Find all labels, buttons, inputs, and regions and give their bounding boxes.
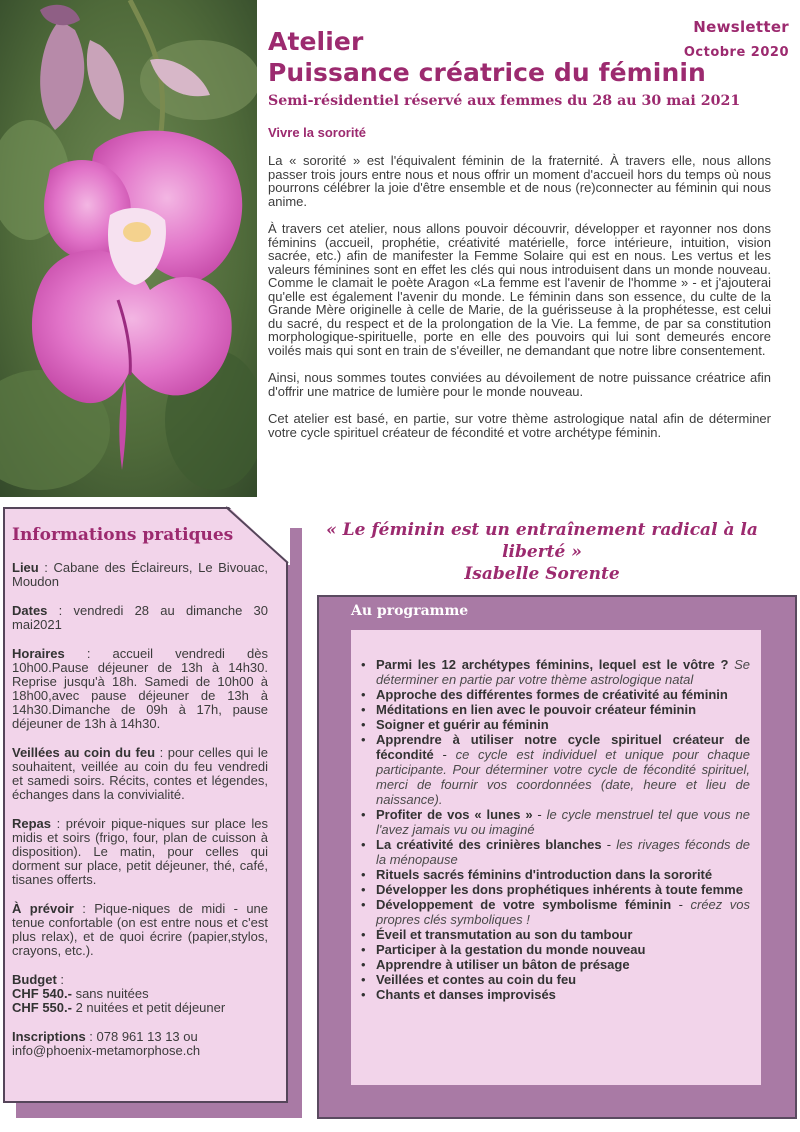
page-title xyxy=(268,26,706,88)
info-lieu-text: : Cabane des Éclaireurs, Le Bivouac, Moudon xyxy=(12,560,268,589)
programme-item-title: Apprendre à utiliser un bâton de présage xyxy=(376,957,630,972)
info-veillees-text: : pour celles qui le souhaitent, veillée au coin du feu vendredi et samedi soirs. Récits, contes et légendes, échanges dans la convivialité. xyxy=(12,745,268,802)
programme-item-separator: - xyxy=(433,747,456,762)
newsletter-title: Newsletter xyxy=(693,18,789,36)
info-prevoir-text: : Pique-niques de midi - une tenue confortable (on est entre nous et c'est plus relax), et de quoi écrire (papier,stylos, crayons, etc.). xyxy=(12,901,269,958)
section-heading-sororite: Vivre la sororité xyxy=(268,125,367,140)
intro-paragraph: Cet atelier est basé, en partie, sur votre thème astrologique natal afin de déterminer votre cycle spirituel créateur de fécondité et votre archétype féminin. xyxy=(268,411,771,440)
info-lieu-label: Lieu xyxy=(12,560,39,575)
page-fold-corner xyxy=(226,505,290,565)
programme-item-title: Méditations en lien avec le pouvoir créateur féminin xyxy=(376,702,697,717)
info-phone: : 078 961 13 13 ou xyxy=(85,1029,198,1044)
quote-block xyxy=(300,519,784,585)
info-horaires-label: Horaires xyxy=(12,646,65,661)
programme-item xyxy=(376,972,750,987)
programme-item xyxy=(376,867,750,882)
info-email-link[interactable]: info@phoenix-metamorphose.ch xyxy=(12,1043,201,1058)
programme-item xyxy=(376,702,750,717)
info-budget xyxy=(12,973,268,1015)
programme-item-title: Développement de votre symbolisme féminin xyxy=(376,897,672,912)
programme-item-title: Éveil et transmutation au son du tambour xyxy=(376,927,633,942)
programme-item xyxy=(376,987,750,1002)
programme-item-detail: Se déterminer en partie par votre thème astrologique natal xyxy=(376,657,750,687)
info-inscriptions xyxy=(12,1030,268,1058)
info-budget-suffix: : xyxy=(56,972,65,987)
info-prevoir-label: À prévoir xyxy=(12,901,74,916)
programme-list xyxy=(376,657,750,1002)
programme-item xyxy=(376,927,750,942)
info-lieu xyxy=(12,561,268,589)
intro-paragraph: À travers cet atelier, nous allons pouvoir découvrir, développer et rayonner nos dons féminins (accueil, prophétie, créativité matérielle, force intérieure, intuition, vision sacrée, etc.) afin de manifester la Femme Solaire qui est en nous. Les vertus et les valeurs féminines sont en effet les clés qui nous introduisent dans un monde nouveau. Comme le clamait le poète Aragon «La femme est l'avenir de l'homme » - et j'ajouterai qu'elle est également l'avenir du monde. Le féminin dans son essence, du culte de la Grande Mère originelle à celle de Marie, de la guérisseuse à la prophétesse, est celui du sacré, du respect et de la prolongation de la Vie. La femme, de par sa constitution morphologique-spirituelle, porte en elle des pouvoirs qui lui sont demeurés encore voilés mais qui sont en train de s'éveiller, ne demandant que notre libre consentement. xyxy=(268,221,771,358)
programme-item xyxy=(376,897,750,927)
page-title-line-1: Atelier xyxy=(268,27,364,56)
programme-item-title: Apprendre à utiliser notre cycle spirituel créateur de fécondité xyxy=(376,732,750,762)
page-title-line-2: Puissance créatrice du féminin xyxy=(268,58,706,87)
programme-item-title: La créativité des crinières blanches xyxy=(376,837,602,852)
programme-item-title: Participer à la gestation du monde nouveau xyxy=(376,942,646,957)
programme-item-separator: - xyxy=(601,837,617,852)
page-subtitle: Semi-résidentiel réservé aux femmes du 28 au 30 mai 2021 xyxy=(268,93,741,109)
info-horaires xyxy=(12,647,268,731)
programme-item-title: Veillées et contes au coin du feu xyxy=(376,972,577,987)
programme-item-title: Soigner et guérir au féminin xyxy=(376,717,549,732)
programme-item-detail: ce cycle est individuel et unique pour chaque participante. Pour déterminer votre cycle de fécondité spirituel, merci de fournir vos coordonnées (date, heure et lieu de naissance). xyxy=(376,747,750,807)
programme-item-title: Approche des différentes formes de créativité au féminin xyxy=(376,687,728,702)
programme-item-title: Parmi les 12 archétypes féminins, lequel est le vôtre ? xyxy=(376,657,729,672)
programme-item xyxy=(376,687,750,702)
quote-text: « Le féminin est un entraînement radical à la liberté » xyxy=(326,520,758,562)
info-dates-text: : vendredi 28 au dimanche 30 mai2021 xyxy=(12,603,268,632)
programme-item xyxy=(376,732,750,807)
programme-item-detail: créez vos propres clés symboliques ! xyxy=(376,897,751,927)
info-body xyxy=(12,561,268,1073)
programme-item-detail: le cycle menstruel tel que vous ne l'avez jamais vu ou imaginé xyxy=(376,807,751,837)
newsletter-date: Octobre 2020 xyxy=(683,45,789,60)
programme-item-title: Rituels sacrés féminins d'introduction dans la sororité xyxy=(376,867,713,882)
info-horaires-text: : accueil vendredi dès 10h00.Pause déjeuner de 13h à 14h30. Reprise jusqu'à 18h. Samedi de 10h00 à 18h00,avec pause déjeuner de 13h à 14h30.Dimanche de 09h à 17h, pause déjeuner de 13h à 14h30. xyxy=(12,646,268,731)
programme-item xyxy=(376,717,750,732)
info-repas xyxy=(12,817,268,887)
info-repas-label: Repas xyxy=(12,816,52,831)
programme-item-title: Chants et danses improvisés xyxy=(376,987,556,1002)
programme-item-separator: - xyxy=(671,897,691,912)
info-title: Informations pratiques xyxy=(12,525,234,545)
price-1-label: CHF 540.- xyxy=(12,986,72,1001)
info-prevoir xyxy=(12,902,268,958)
intro-text xyxy=(268,154,771,453)
info-veillees xyxy=(12,746,268,802)
intro-paragraph: Ainsi, nous sommes toutes conviées au dévoilement de notre puissance créatrice afin d'offrir une matrice de lumière pour le monde nouveau. xyxy=(268,370,771,399)
programme-title: Au programme xyxy=(351,603,469,619)
info-veillees-label: Veillées au coin du feu xyxy=(12,745,156,760)
programme-item-title: Profiter de vos « lunes » xyxy=(376,807,533,822)
programme-item xyxy=(376,957,750,972)
programme-item xyxy=(376,807,750,837)
info-dates-label: Dates xyxy=(12,603,48,618)
programme-item xyxy=(376,657,750,687)
price-2-label: CHF 550.- xyxy=(12,1000,72,1015)
info-repas-text: : prévoir pique-niques sur place les midis et soirs (frigo, four, plan de cuisson à disposition). Le matin, pour celles qui dorment sur place, petit déjeuner, thé, café, tisanes offerts. xyxy=(12,816,268,887)
price-2-text: 2 nuitées et petit déjeuner xyxy=(71,1000,226,1015)
programme-item-title: Développer les dons prophétiques inhérents à toute femme xyxy=(376,882,743,897)
programme-item xyxy=(376,882,750,897)
intro-paragraph: La « sororité » est l'équivalent féminin de la fraternité. À travers elle, nous allons passer trois jours entre nous et nous offrir un moment d'accueil hors du temps où nous pourrons célébrer la joie d'être ensemble et de nous (re)connecter au féminin qui nous anime. xyxy=(268,153,771,209)
programme-item xyxy=(376,837,750,867)
quote-author: Isabelle Sorente xyxy=(464,564,620,584)
orchid-flower-photo xyxy=(0,0,257,497)
programme-item-detail: les rivages féconds de la ménopause xyxy=(376,837,751,867)
info-inscriptions-label: Inscriptions xyxy=(12,1029,86,1044)
info-dates xyxy=(12,604,268,632)
price-1-text: sans nuitées xyxy=(71,986,149,1001)
programme-item xyxy=(376,942,750,957)
programme-item-separator: - xyxy=(532,807,547,822)
info-budget-label: Budget xyxy=(12,972,57,987)
